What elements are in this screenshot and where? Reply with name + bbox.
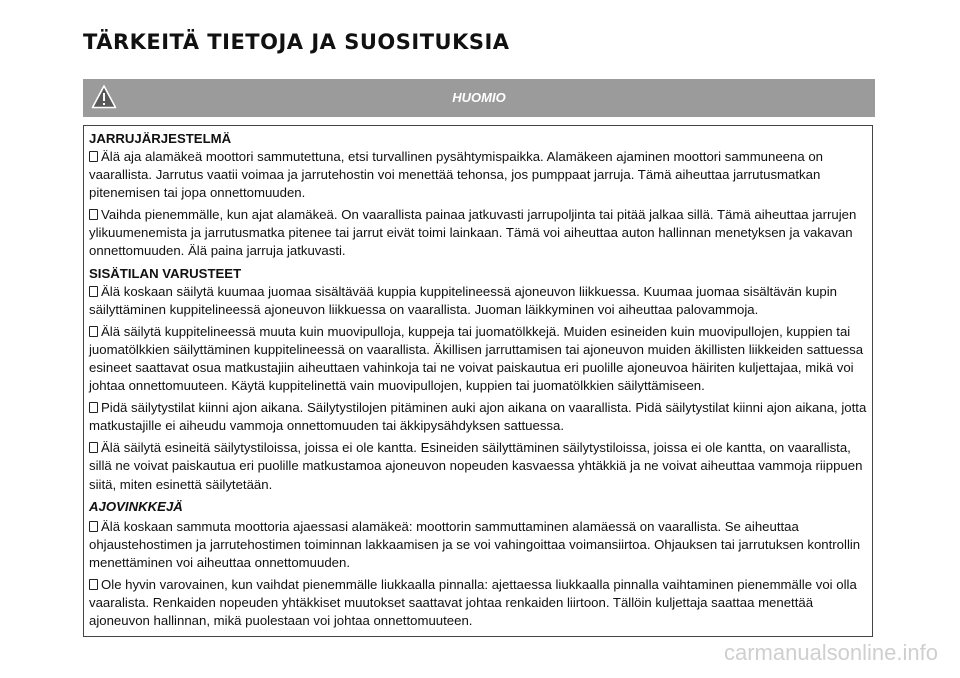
watermark: carmanualsonline.info — [723, 640, 938, 665]
section-heading-brakes: JARRUJÄRJESTELMÄ — [89, 131, 232, 146]
bullet-paragraph: Ole hyvin varovainen, kun vaihdat pienemmälle liukkaalla pinnalla: ajettaessa liukkaalla pinnalla vaihtaminen pienemmälle voi olla vaaralista. Renkaiden nopeuden yhtäkkiset muutokset saattavat johtaa renkaiden liirtoon. Tällöin kuljettaja saattaa menettää ajoneuvon hallinnan, mikä puolestaan voi johtaa onnettomuuteen. — [89, 576, 857, 629]
warning-content-box — [83, 125, 873, 637]
checkbox-bullet-icon — [89, 151, 98, 162]
warning-label: HUOMIO — [452, 90, 506, 105]
bullet-paragraph: Älä koskaan säilytä kuumaa juomaa sisältävää kuppia kuppitelineessä ajoneuvon liikkuessa. Kuumaa juomaa sisältävän kupin säilyttäminen kuppitelineessä ajoneuvon liikkuessa on vaarallista. Juoman läikkyminen voi aiheuttaa palovammoja. — [89, 283, 838, 317]
bullet-paragraph: Vaihda pienemmälle, kun ajat alamäkeä. On vaarallista painaa jatkuvasti jarrupoljinta tai pitää jalkaa sillä. Tämä aiheuttaa jarrujen ylikuumenemista ja jarrutusmatka pitenee tai jarrut eivät toimi lainkaan. Tämä voi aiheuttaa auton hallinnan menetyksen ja vakavan onnettomuuden. Älä paina jarruja jatkuvasti. — [89, 207, 857, 259]
section-heading-driving-tips: AJOVINKKEJÄ — [89, 498, 183, 514]
checkbox-bullet-icon — [89, 402, 98, 413]
bullet-paragraph: Pidä säilytystilat kiinni ajon aikana. Säilytystilojen pitäminen auki ajon aikana on vaarallista. Pidä säilytystilat kiinni ajon aikana, jotta matkustajille ei aiheudu vammoja onnettomuuden tai äkkipysähdyksen sattuessa. — [89, 400, 867, 434]
bullet-paragraph: Älä säilytä esineitä säilytystiloissa, joissa ei ole kantta. Esineiden säilyttäminen säilytystiloissa, joissa ei ole kantta, on vaarallista, sillä ne voivat paiskautua eri puolille matkustamoa ajoneuvon nopeuden kasvaessa yhtäkkiä ja ne voivat aiheuttaa vammoja riippuen siitä, miten esinettä säilytetään. — [89, 440, 863, 492]
checkbox-bullet-icon — [89, 521, 98, 532]
section-heading-interior: SISÄTILAN VARUSTEET — [89, 265, 242, 281]
checkbox-bullet-icon — [89, 326, 98, 337]
checkbox-bullet-icon — [89, 579, 98, 590]
bullet-paragraph: Älä säilytä kuppitelineessä muuta kuin muovipulloja, kuppeja tai juomatölkkejä. Muiden esineiden kuin muovipullojen, kuppien tai juomatölkkien säilyttäminen kuppitelineessä on vaarallista. Äkillisen jarruttamisen tai ajoneuvon muiden äkillisten liikkeiden sattuessa esineet saattavat osua matkustajiin aiheuttaen vahinkoja tai ne voivat paiskautua eri puolille ajoneuvoa häiriten kuljettajaa, mikä voi johtaa onnettomuuteen. Käytä kuppitelinettä vain muovipullojen, kuppien tai juomatölkkien säilyttämiseen. — [89, 323, 864, 394]
warning-banner — [83, 79, 875, 117]
page-title: TÄRKEITÄ TIETOJA JA SUOSITUKSIA — [83, 30, 510, 54]
bullet-paragraph: Älä koskaan sammuta moottoria ajaessasi alamäkeä: moottorin sammuttaminen alamäessä on vaarallista. Se aiheuttaa ohjaustehostimen ja jarrutehostimen toiminnan lakkaamisen ja se voi vahingoittaa voimansiirtoa. Ohjauksen tai jarrutuksen kontrollin menettäminen voi aiheuttaa onnettomuuden. — [89, 518, 861, 570]
checkbox-bullet-icon — [89, 442, 98, 453]
checkbox-bullet-icon — [89, 209, 98, 220]
bullet-paragraph: Älä aja alamäkeä moottori sammutettuna, etsi turvallinen pysähtymispaikka. Alamäkeen ajaminen moottori sammuneena on vaarallista. Jarrutus vaatii voimaa ja jarrutehostin voi menettää tehonsa, jos pumppaat jarruja. Tämä aiheuttaa jarrutusmatkan pitenemisen tai jopa onnettomuuden. — [89, 149, 824, 201]
checkbox-bullet-icon — [89, 286, 98, 297]
